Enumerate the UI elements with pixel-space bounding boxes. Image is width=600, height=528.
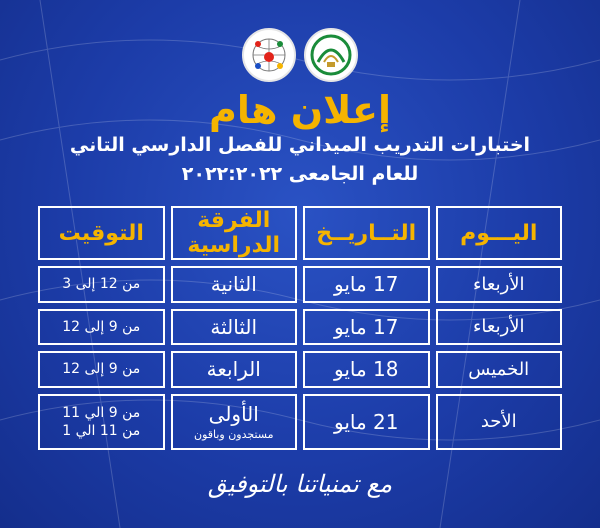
cell-level: الثانية [171,266,298,303]
globe-logo-icon [246,32,292,78]
cell-level-note: مستجدون وباقون [193,428,274,442]
cell-time [38,394,165,450]
cell-level: الثالثة [171,309,298,346]
header-date: التــاريــخ [303,206,430,260]
table-header-row [38,206,562,260]
cell-time-second: من 11 الي 1 [62,422,141,439]
university-logo [304,28,358,82]
exam-description: اختبارات التدريب الميداني للفصل الدارسي التاني [69,134,531,156]
cell-time: من 9 إلى 12 [38,309,165,346]
schedule-table [32,200,568,456]
cell-day: الخميس [436,351,563,388]
cell-date: 18 مايو [303,351,430,388]
cell-time: من 9 إلى 12 [38,351,165,388]
academic-year: للعام الجامعى ٢٠٢٢:٢٠٢٢ [181,163,419,185]
cell-time-first: من 9 الي 11 [62,404,141,421]
closing-wishes: مع تمنياتنا بالتوفيق [207,470,393,498]
table-row [38,351,562,388]
cell-day: الأربعاء [436,266,563,303]
faculty-logo [242,28,296,82]
header-day: اليـــوم [436,206,563,260]
university-crest-icon [308,32,354,78]
cell-level [171,394,298,450]
table-row [38,266,562,303]
cell-date: 17 مايو [303,266,430,303]
logos [0,28,600,82]
table-row [38,309,562,346]
announcement-title: إعلان هام [209,88,391,132]
header-level: الفرقة الدراسية [171,206,298,260]
header-time: التوقيت [38,206,165,260]
cell-level-text: الأولى [208,402,259,427]
cell-time: من 12 إلى 3 [38,266,165,303]
cell-day: الأحد [436,394,563,450]
cell-date: 17 مايو [303,309,430,346]
cell-level: الرابعة [171,351,298,388]
cell-day: الأربعاء [436,309,563,346]
table-row [38,394,562,450]
cell-date: 21 مايو [303,394,430,450]
